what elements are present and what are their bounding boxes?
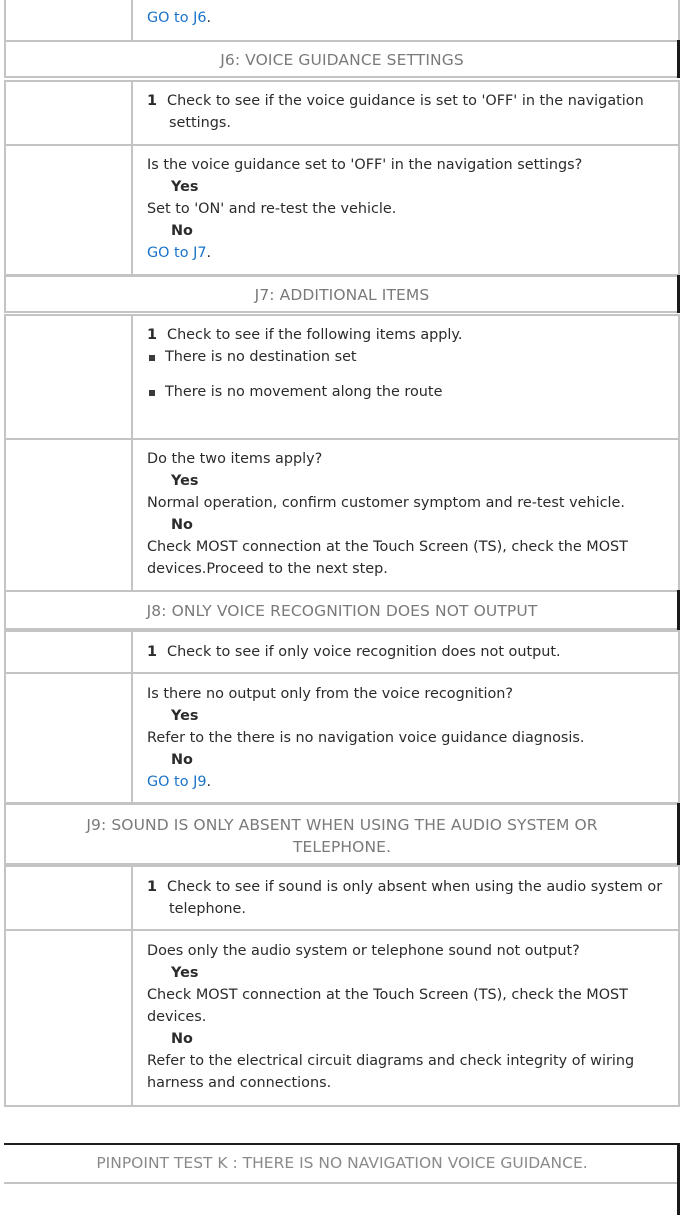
j9-step-empty-cell bbox=[4, 865, 133, 931]
j7-question-empty-cell bbox=[4, 438, 133, 592]
j9-step-text: Check to see if sound is only absent when using the audio system or telephone. bbox=[167, 879, 663, 917]
j9-header bbox=[4, 803, 680, 865]
j6-step-text: Check to see if the voice guidance is set to 'OFF' in the navigation settings. bbox=[167, 93, 644, 131]
j9-no-label: No bbox=[171, 1031, 193, 1047]
j7-no-label: No bbox=[171, 517, 193, 533]
j8-step-row bbox=[4, 630, 680, 674]
j7-step-empty-cell bbox=[4, 314, 133, 440]
j6-question-row bbox=[4, 144, 680, 276]
j6-yes-label: Yes bbox=[171, 179, 199, 195]
j7-header-edge bbox=[677, 275, 680, 313]
go-to-j6-period: . bbox=[206, 10, 212, 26]
pinpoint-k-title: PINPOINT TEST K : THERE IS NO NAVIGATION VOICE GUIDANCE. bbox=[96, 1154, 588, 1172]
j6-no-label: No bbox=[171, 223, 193, 239]
j8-step-cell bbox=[131, 630, 680, 674]
j9-question: Does only the audio system or telephone sound not output? bbox=[147, 943, 580, 959]
j7-header-text: J7: ADDITIONAL ITEMS bbox=[254, 286, 430, 304]
j8-step-number: 1 bbox=[147, 644, 158, 660]
j6-header bbox=[4, 40, 680, 78]
j9-header-line2: TELEPHONE. bbox=[292, 838, 392, 856]
j6-step-cell bbox=[131, 80, 680, 146]
j8-header-text: J8: ONLY VOICE RECOGNITION DOES NOT OUTPUT bbox=[146, 602, 538, 620]
j8-question-cell bbox=[131, 672, 680, 804]
j9-no-text: Refer to the electrical circuit diagrams and check integrity of wiring harness and connections. bbox=[147, 1053, 635, 1091]
j7-bullet-item: There is no destination set bbox=[147, 346, 668, 368]
j6-header-edge bbox=[677, 40, 680, 78]
j8-yes-text: Refer to the there is no navigation voice guidance diagnosis. bbox=[147, 730, 585, 746]
j7-yes-text: Normal operation, confirm customer symptom and re-test vehicle. bbox=[147, 495, 625, 511]
j7-step-number: 1 bbox=[147, 327, 158, 343]
j6-yes-text: Set to 'ON' and re-test the vehicle. bbox=[147, 201, 397, 217]
j9-step-row bbox=[4, 865, 680, 931]
j7-step-row bbox=[4, 314, 680, 440]
go-to-j7-link[interactable]: GO to J7 bbox=[147, 245, 207, 261]
j9-question-empty-cell bbox=[4, 929, 133, 1107]
j6-header-text: J6: VOICE GUIDANCE SETTINGS bbox=[220, 51, 464, 69]
j7-step-text: Check to see if the following items apply. bbox=[167, 327, 463, 343]
j7-step-cell bbox=[131, 314, 680, 440]
j6-step-row bbox=[4, 80, 680, 146]
j9-step-number: 1 bbox=[147, 879, 158, 895]
j8-step-text: Check to see if only voice recognition does not output. bbox=[167, 644, 561, 660]
j8-header bbox=[4, 590, 680, 630]
j9-yes-text: Check MOST connection at the Touch Screen (TS), check the MOST devices. bbox=[147, 987, 628, 1025]
pinpoint-k-divider bbox=[4, 1182, 677, 1184]
top-row-empty-cell bbox=[4, 0, 133, 42]
diagnostic-table bbox=[4, 0, 680, 1215]
top-row bbox=[4, 0, 680, 42]
j8-step-empty-cell bbox=[4, 630, 133, 674]
j9-question-row bbox=[4, 929, 680, 1107]
j7-bullet-item: There is no movement along the route bbox=[147, 381, 668, 403]
j6-question-cell bbox=[131, 144, 680, 276]
j9-header-edge bbox=[677, 803, 680, 865]
j8-no-label: No bbox=[171, 752, 193, 768]
j7-header bbox=[4, 275, 680, 313]
j7-question-row bbox=[4, 438, 680, 592]
j8-question-empty-cell bbox=[4, 672, 133, 804]
j9-yes-label: Yes bbox=[171, 965, 199, 981]
j6-question: Is the voice guidance set to 'OFF' in the navigation settings? bbox=[147, 157, 583, 173]
j8-yes-label: Yes bbox=[171, 708, 199, 724]
go-to-j9-link[interactable]: GO to J9 bbox=[147, 774, 207, 790]
j9-question-cell bbox=[131, 929, 680, 1107]
go-to-j7-period: . bbox=[206, 245, 212, 261]
go-to-j9-period: . bbox=[206, 774, 212, 790]
j9-header-line1: J9: SOUND IS ONLY ABSENT WHEN USING THE AUDIO SYSTEM OR bbox=[86, 816, 598, 834]
j7-question: Do the two items apply? bbox=[147, 451, 323, 467]
j7-yes-label: Yes bbox=[171, 473, 199, 489]
j7-no-text: Check MOST connection at the Touch Screen (TS), check the MOST devices.Proceed to the next step. bbox=[147, 539, 628, 577]
j7-question-cell bbox=[131, 438, 680, 592]
top-row-result-cell bbox=[131, 0, 680, 42]
j6-step-empty-cell bbox=[4, 80, 133, 146]
j8-header-edge bbox=[677, 590, 680, 630]
j6-step-number: 1 bbox=[147, 93, 158, 109]
j8-question: Is there no output only from the voice recognition? bbox=[147, 686, 514, 702]
j8-question-row bbox=[4, 672, 680, 804]
go-to-j6-link[interactable]: GO to J6 bbox=[147, 10, 207, 26]
pinpoint-k-top-border bbox=[4, 1143, 680, 1145]
j9-step-cell bbox=[131, 865, 680, 931]
j6-question-empty-cell bbox=[4, 144, 133, 276]
